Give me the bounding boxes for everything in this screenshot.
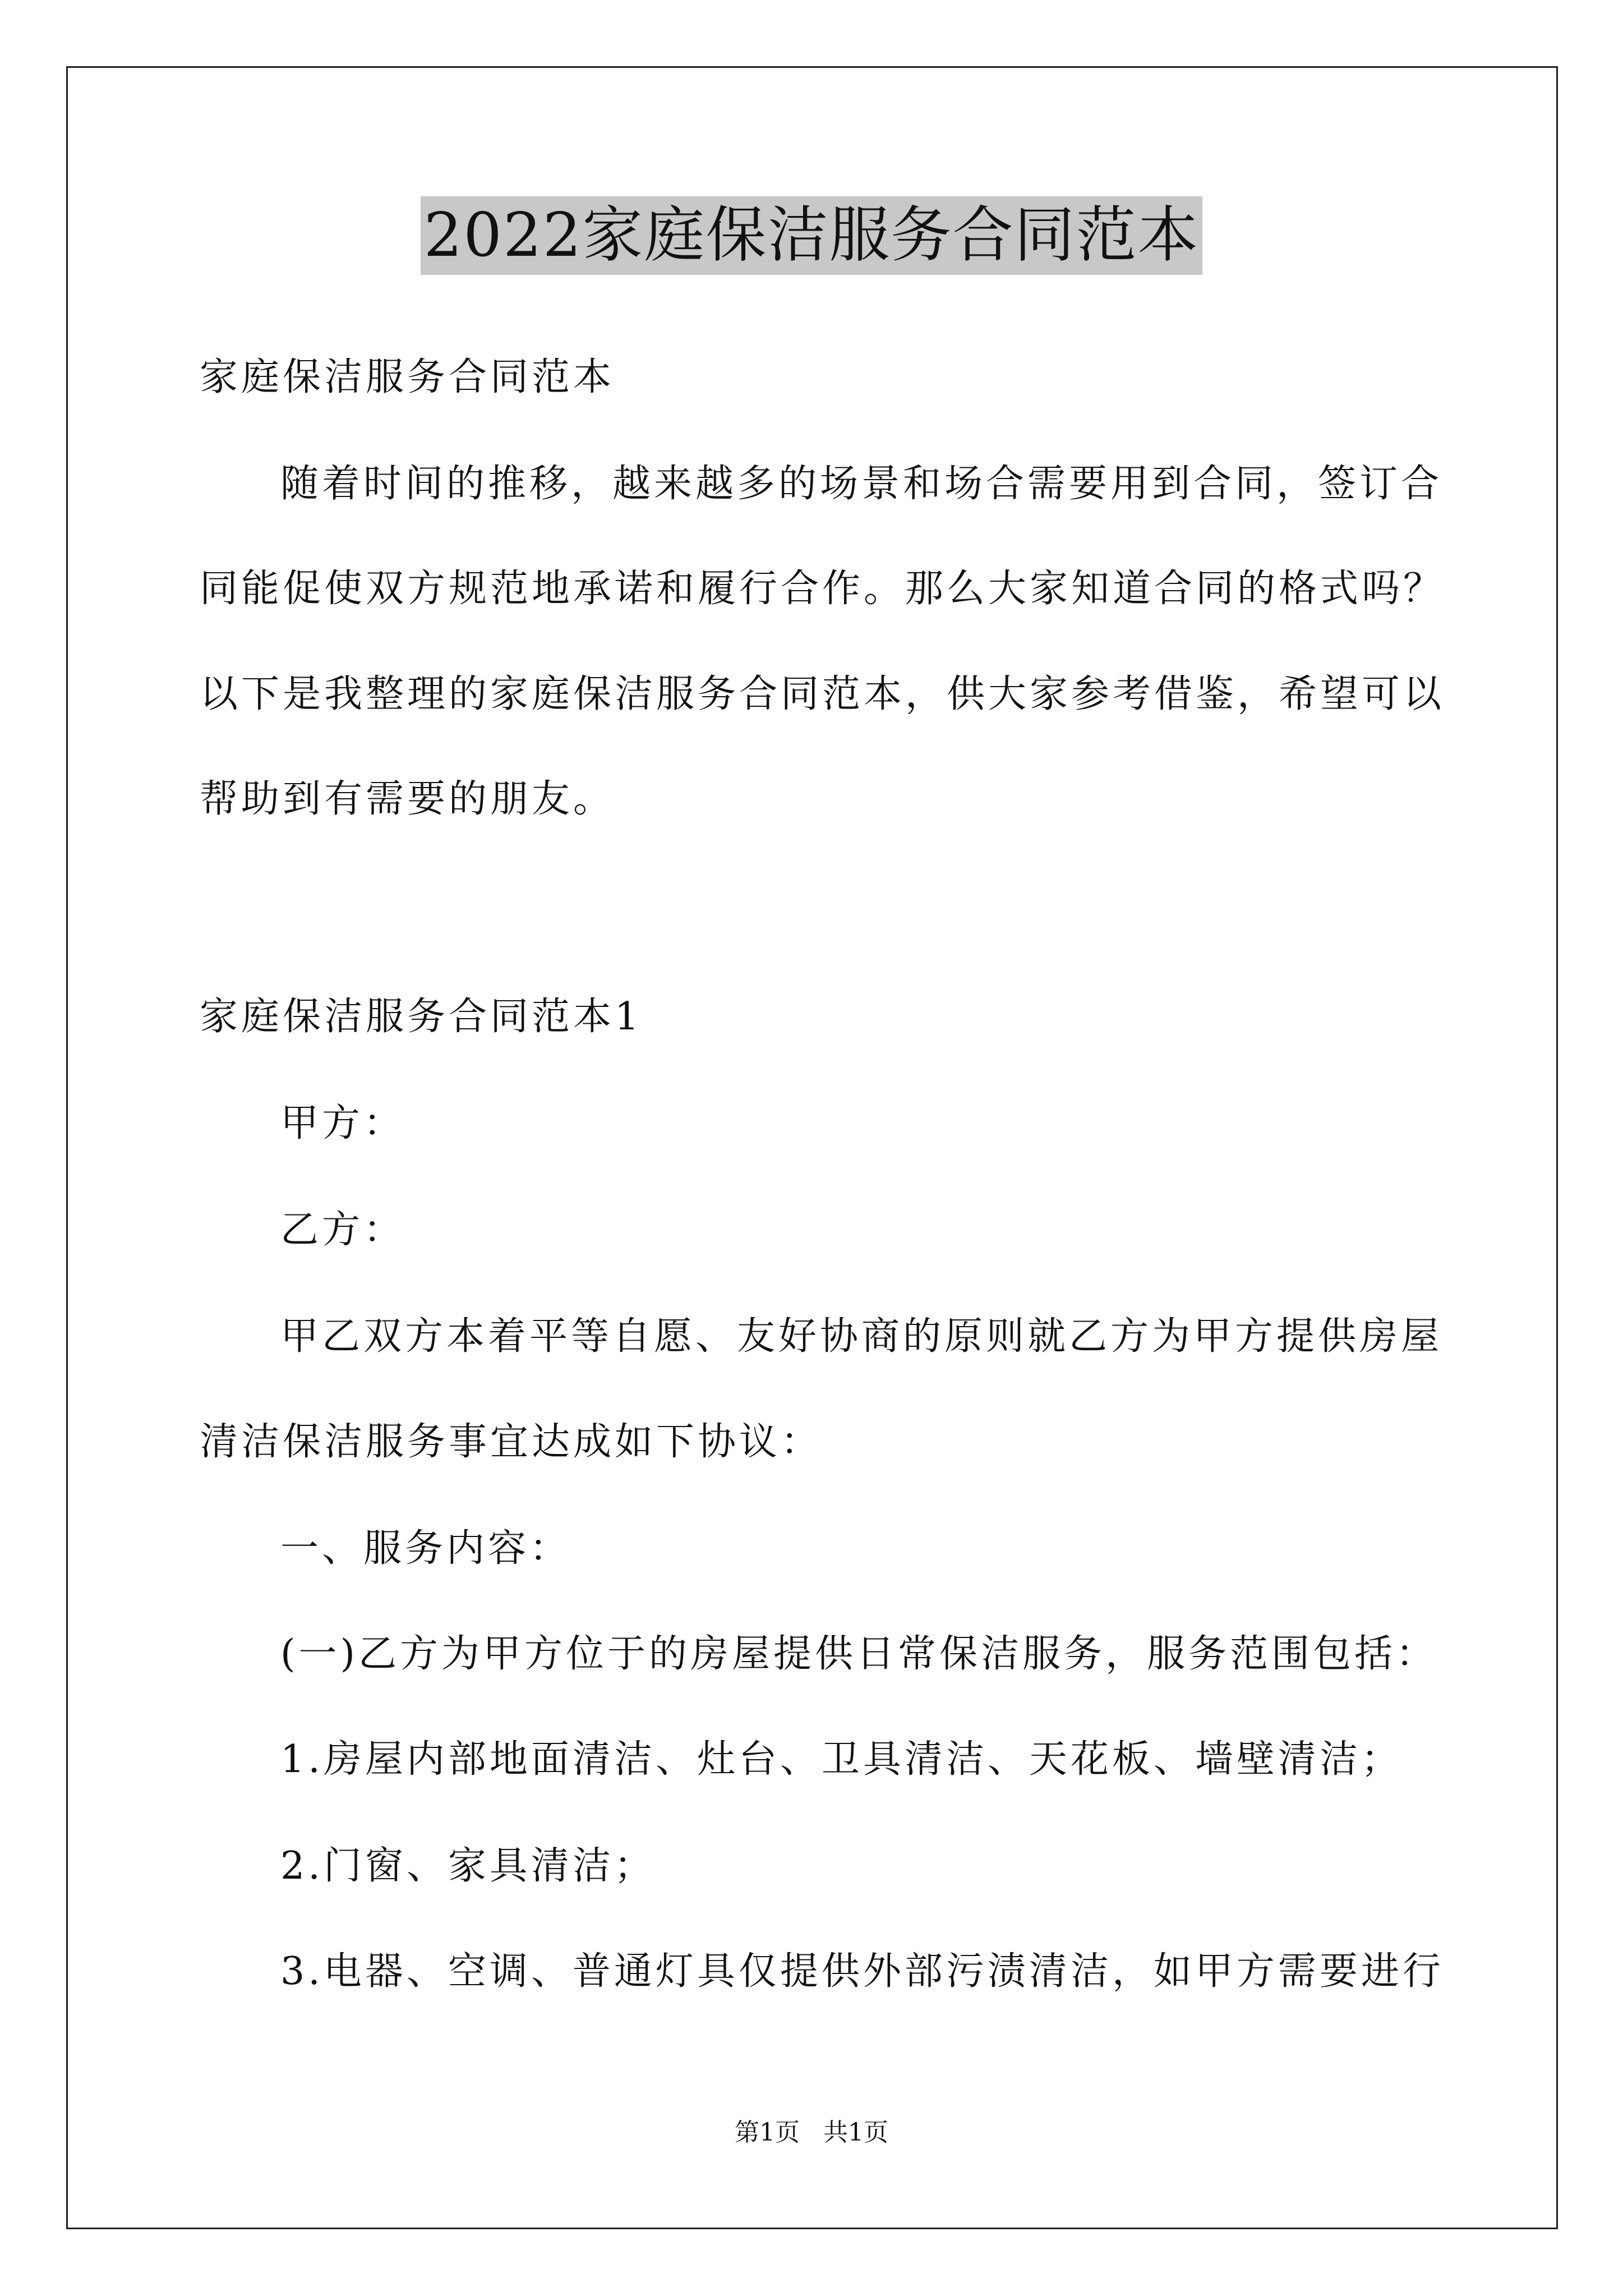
subtitle: 家庭保洁服务合同范本 xyxy=(200,355,615,399)
clause-heading: 一、服务内容： xyxy=(280,1526,571,1571)
clause-item-3: 3.电器、空调、普通灯具仅提供外部污渍清洁，如甲方需要进行 xyxy=(280,1949,1444,1994)
intro-line-3: 以下是我整理的家庭保洁服务合同范本，供大家参考借鉴，希望可以 xyxy=(200,672,1445,716)
section-heading: 家庭保洁服务合同范本1 xyxy=(200,995,643,1039)
page-footer: 第1页 共1页 xyxy=(735,2118,888,2147)
intro-line-1: 随着时间的推移，越来越多的场景和场合需要用到合同，签订合 xyxy=(280,462,1443,506)
clause-item-1: 1.房屋内部地面清洁、灶台、卫具清洁、天花板、墙壁清洁； xyxy=(280,1737,1403,1782)
document-title: 2022家庭保洁服务合同范本 xyxy=(421,196,1203,275)
title-container xyxy=(0,196,1623,275)
intro-line-2: 同能促使双方规范地承诺和履行合作。那么大家知道合同的格式吗？ xyxy=(200,567,1445,611)
clause-scope-line: (一)乙方为甲方位于的房屋提供日常保洁服务，服务范围包括： xyxy=(280,1632,1438,1676)
agreement-line-1: 甲乙双方本着平等自愿、友好协商的原则就乙方为甲方提供房屋 xyxy=(280,1314,1443,1359)
agreement-line-2: 清洁保洁服务事宜达成如下协议： xyxy=(200,1420,823,1464)
party-b-line: 乙方： xyxy=(280,1208,405,1252)
intro-line-4: 帮助到有需要的朋友。 xyxy=(200,777,615,821)
party-a-line: 甲方： xyxy=(280,1101,405,1145)
clause-item-2: 2.门窗、家具清洁； xyxy=(280,1844,656,1888)
